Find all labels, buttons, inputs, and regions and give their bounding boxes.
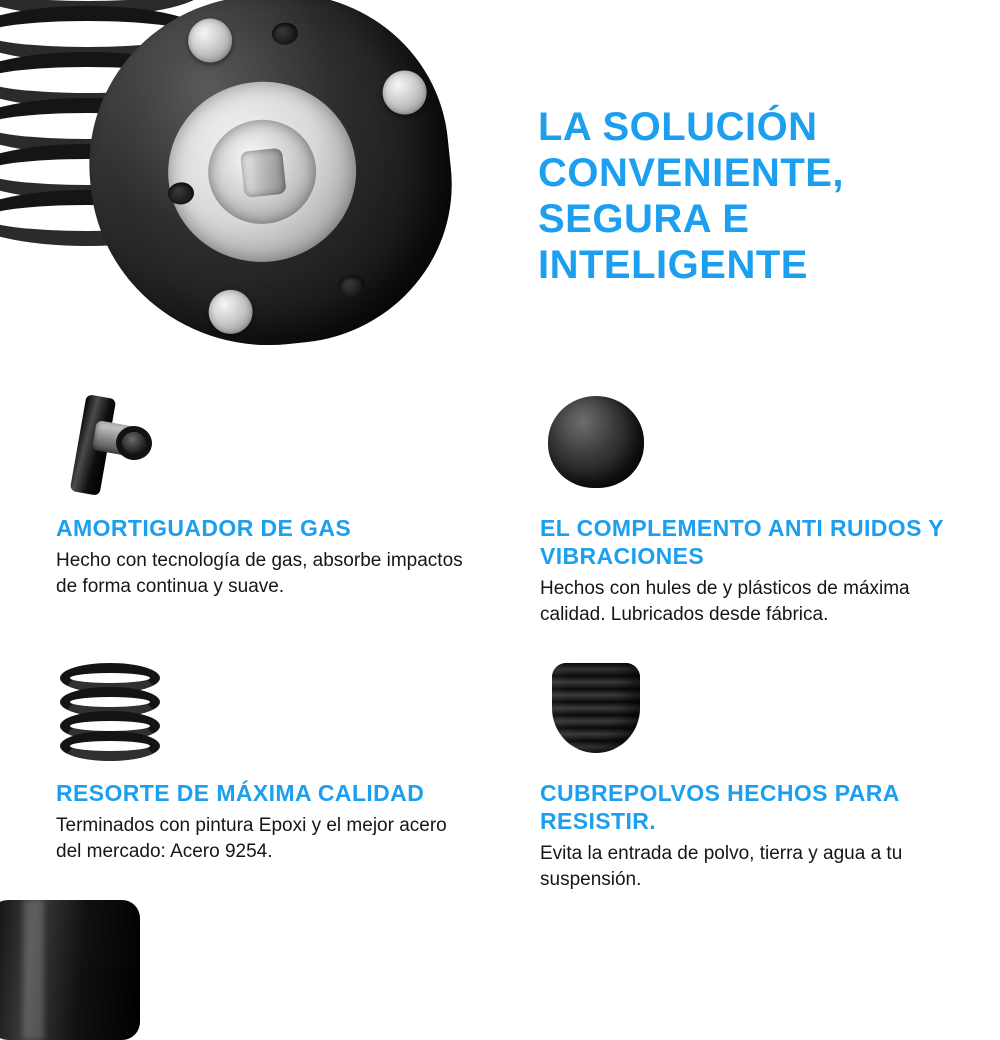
shock-absorber-icon bbox=[56, 390, 166, 500]
feature-item bbox=[56, 655, 486, 865]
mount-stud bbox=[380, 68, 428, 116]
mount-stud bbox=[206, 288, 254, 336]
feature-item bbox=[56, 390, 486, 600]
mount-recess bbox=[338, 274, 366, 299]
dust-boot-icon bbox=[540, 655, 650, 765]
piston-rod-end bbox=[240, 148, 287, 198]
feature-description: Hechos con hules de y plásticos de máxima calidad. Lubricados desde fábrica. bbox=[540, 578, 910, 625]
feature-title: RESORTE DE MÁXIMA CALIDAD bbox=[56, 780, 425, 806]
feature-item bbox=[540, 655, 970, 893]
mount-bearing-plate bbox=[159, 72, 365, 271]
mount-recess bbox=[271, 21, 299, 46]
shock-body-graphic bbox=[0, 900, 140, 1040]
feature-description: Hecho con tecnología de gas, absorbe impactos de forma continua y suave. bbox=[56, 550, 463, 597]
feature-title: AMORTIGUADOR DE GAS bbox=[56, 515, 352, 541]
mount-bearing-hub bbox=[203, 114, 321, 229]
feature-item bbox=[540, 390, 970, 628]
feature-description: Evita la entrada de polvo, tierra y agua a tu suspensión. bbox=[540, 843, 903, 890]
mount-stud bbox=[186, 16, 234, 64]
strut-top-mount-graphic bbox=[73, 0, 468, 363]
rubber-mount-icon bbox=[540, 390, 650, 500]
headline: LA SOLUCIÓN CONVENIENTE, SEGURA E INTELIGENTE bbox=[538, 105, 845, 287]
coil-spring-icon bbox=[56, 655, 166, 765]
feature-description: Terminados con pintura Epoxi y el mejor acero del mercado: Acero 9254. bbox=[56, 815, 447, 862]
feature-title: EL COMPLEMENTO ANTI RUIDOS Y VIBRACIONES bbox=[540, 515, 944, 569]
feature-title: CUBREPOLVOS HECHOS PARA RESISTIR. bbox=[540, 780, 899, 834]
product-photo bbox=[0, 0, 490, 380]
